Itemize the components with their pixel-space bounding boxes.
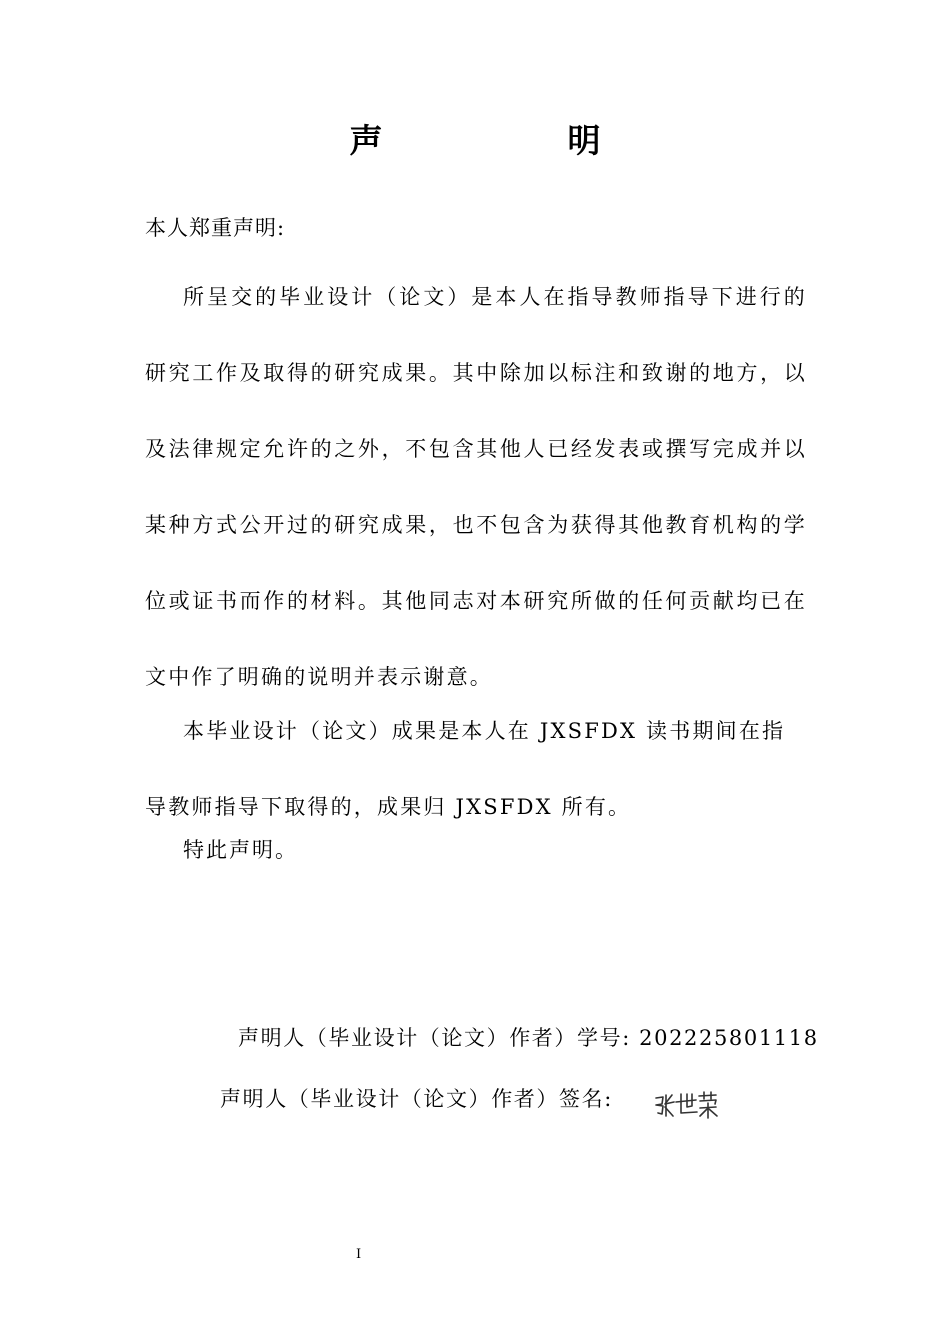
declarant-student-id: 声明人（毕业设计（论文）作者）学号: 202225801118 bbox=[238, 1026, 819, 1050]
declaration-closing: 特此声明。 bbox=[183, 838, 298, 862]
handwritten-signature bbox=[652, 1086, 722, 1126]
opening-statement: 本人郑重声明: bbox=[145, 216, 286, 240]
page-number: I bbox=[356, 1247, 362, 1262]
page-title: 声 明 bbox=[349, 121, 677, 160]
declarant-signature-label: 声明人（毕业设计（论文）作者）签名: bbox=[220, 1087, 613, 1111]
declaration-paragraph-2: 本毕业设计（论文）成果是本人在 JXSFDX 读书期间在指导教师指导下取得的，成果归 JXSFDX 所有。 bbox=[145, 719, 786, 819]
declaration-paragraph-1: 所呈交的毕业设计（论文）是本人在指导教师指导下进行的研究工作及取得的研究成果。其中除加以标注和致谢的地方，以及法律规定允许的之外，不包含其他人已经发表或撰写完成并以某种方式公开过的研究成果，也不包含为获得其他教育机构的学位或证书而作的材料。其他同志对本研究所做的任何贡献均已在文中作了明确的说明并表示谢意。 bbox=[145, 285, 807, 689]
